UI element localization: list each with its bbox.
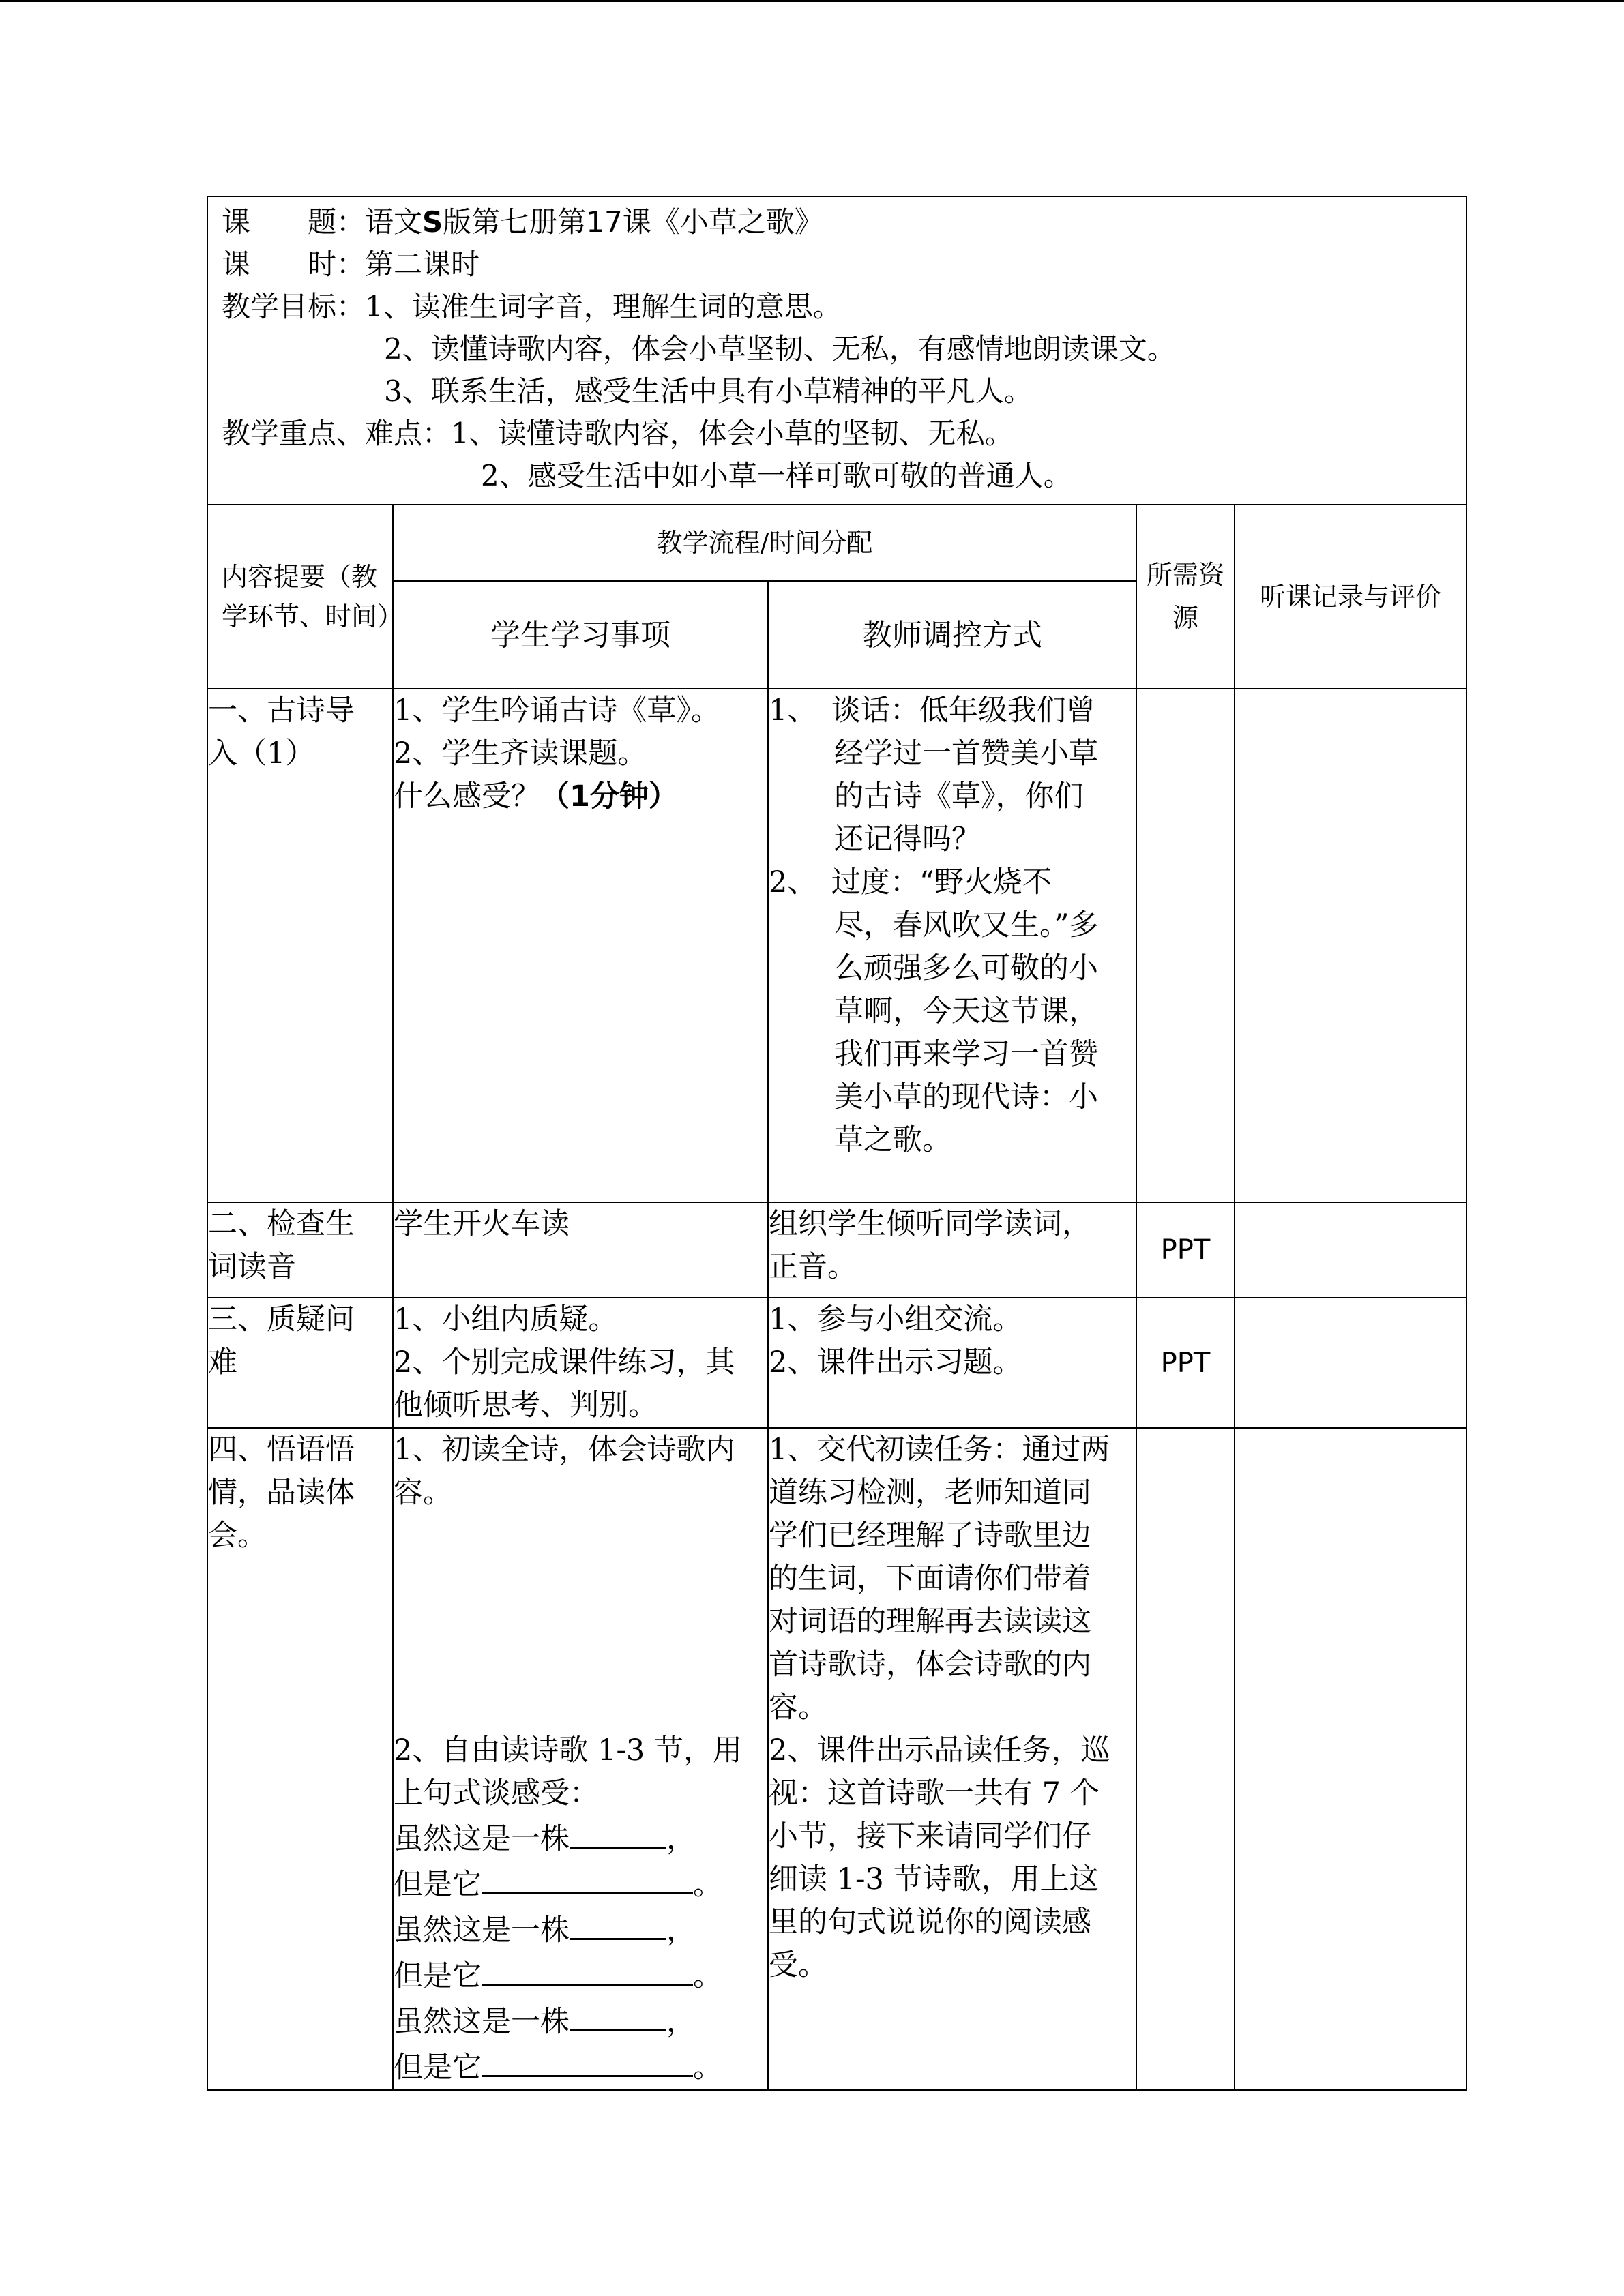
topic-line: [222, 201, 1452, 243]
table-row: [207, 1202, 1466, 1298]
frame-b-punct: 。: [693, 1868, 722, 1902]
answer-blank[interactable]: [482, 1861, 693, 1894]
teacher-cell: [768, 689, 1136, 1202]
col-student-header: [393, 581, 768, 689]
goal-item: 3、联系生活，感受生活中具有小草精神的平凡人。: [384, 374, 1033, 408]
student-item: 1、学生吟诵古诗《草》。: [394, 694, 720, 728]
topic-edition: 版第七册第: [443, 205, 587, 239]
answer-blank[interactable]: [482, 2044, 693, 2077]
teacher-item: 组织学生倾听同学读词，正音。: [769, 1207, 1091, 1284]
sentence-frame-a: [394, 1907, 758, 1952]
frame-a-punct: ，: [666, 1822, 696, 1856]
student-item: 2、个别完成课件练习，其他倾听思考、判别。: [394, 1345, 735, 1422]
answer-blank[interactable]: [570, 1907, 666, 1940]
col-resources-label: 所需资源: [1147, 560, 1225, 633]
section-label: 三、质疑问难: [208, 1302, 355, 1380]
frame-a-punct: ，: [666, 2005, 696, 2039]
teacher-item: 1、交代初读任务：通过两道练习检测，老师知道同学们已经理解了诗歌里边的生词，下面请你们带着对词语的理解再去读读这首诗歌诗，体会诗歌的内容。: [769, 1433, 1110, 1725]
resource-cell: [1136, 689, 1235, 1202]
focus-line-1: [222, 413, 1452, 455]
header-cell: [207, 196, 1466, 505]
teacher-cell: [768, 1202, 1136, 1298]
teacher-item: 2、课件出示习题。: [769, 1345, 1022, 1380]
table-row: [207, 1298, 1466, 1428]
frame-a-text: 虽然这是一株: [394, 1822, 570, 1856]
col-content-label: 内容提要（教学环节、时间）: [222, 562, 404, 631]
section-cell: [207, 1202, 393, 1298]
student-item: [394, 775, 740, 818]
period-value: 第二课时: [365, 248, 480, 281]
student-item: 1、初读全诗，体会诗歌内容。: [394, 1433, 735, 1510]
teacher-item: 2、 过度：“野火烧不尽，春风吹又生。”多么顽强多么可敬的小草啊，今天这节课，我们再来学习一首赞美小草的现代诗：小草之歌。: [769, 865, 1099, 1157]
col-notes-header: [1235, 505, 1466, 689]
notes-cell: [1235, 1428, 1466, 2090]
frame-b-text: 但是它: [394, 2051, 482, 2085]
section-cell: [207, 689, 393, 1202]
frame-b-punct: 。: [693, 2051, 722, 2085]
table-row: [207, 689, 1466, 1202]
topic-title: 课《小草之歌》: [622, 205, 823, 239]
student-item: 2、自由读诗歌 1-3 节，用上句式谈感受：: [394, 1733, 742, 1810]
goal-item: 1、读准生词字音，理解生词的意思。: [365, 290, 842, 323]
sentence-frame-a: [394, 1998, 758, 2044]
frame-a-punct: ，: [666, 1913, 696, 1948]
resource-cell: [1136, 1428, 1235, 2090]
table-row: [207, 1428, 1466, 2090]
page-top-rule: [0, 0, 1624, 2]
spacer: [394, 1515, 758, 1729]
col-teacher-header: [768, 581, 1136, 689]
col-teacher-label: 教师调控方式: [862, 617, 1042, 653]
topic-lesson-number: 17: [586, 205, 623, 239]
column-header-row-1: [207, 505, 1466, 581]
teacher-item: 2、课件出示品读任务，巡视：这首诗歌一共有 7 个小节，接下来请同学们仔细读 1-3 节诗歌，用上这里的句式说说你的阅读感受。: [769, 1733, 1110, 1982]
goal-line-3: [222, 370, 1452, 413]
frame-b-text: 但是它: [394, 1868, 482, 1902]
goal-line-1: [222, 286, 1452, 328]
goal-line-2: [222, 328, 1452, 370]
frame-b-text: 但是它: [394, 1959, 482, 1993]
notes-cell: [1235, 1298, 1466, 1428]
topic-s-letter: S: [422, 205, 443, 239]
student-cell: [393, 1298, 768, 1428]
section-label: 四、悟语悟情，品读体会。: [208, 1433, 355, 1553]
notes-cell: [1235, 689, 1466, 1202]
frame-b-punct: 。: [693, 1959, 722, 1993]
student-question: 什么感受？: [394, 779, 540, 814]
goal-item: 2、读懂诗歌内容，体会小草坚韧、无私，有感情地朗读课文。: [384, 332, 1176, 366]
student-item: 学生开火车读: [394, 1207, 570, 1241]
lesson-plan-table: [207, 196, 1467, 2091]
resource-cell: PPT: [1136, 1202, 1235, 1298]
period-line: [222, 243, 1452, 286]
teacher-item: 1、参与小组交流。: [769, 1302, 1022, 1337]
header-row: [207, 196, 1466, 505]
lesson-plan-document: [207, 196, 1466, 2091]
focus-item: 1、读懂诗歌内容，体会小草的坚韧、无私。: [451, 417, 1014, 450]
section-label: 二、检查生词读音: [208, 1207, 355, 1284]
teacher-cell: [768, 1298, 1136, 1428]
answer-blank[interactable]: [482, 1952, 693, 1986]
col-student-label: 学生学习事项: [490, 617, 670, 653]
resource-cell: PPT: [1136, 1298, 1235, 1428]
student-cell: [393, 1428, 768, 2090]
focus-line-2: [222, 455, 1452, 497]
col-notes-label: 听课记录与评价: [1260, 581, 1442, 612]
sentence-frame-b: [394, 1952, 758, 1998]
answer-blank[interactable]: [570, 1815, 666, 1849]
notes-cell: [1235, 1202, 1466, 1298]
student-cell: [393, 1202, 768, 1298]
section-cell: [207, 1428, 393, 2090]
teacher-item: 1、 谈话：低年级我们曾经学过一首赞美小草的古诗《草》，你们还记得吗？: [769, 694, 1098, 856]
sentence-frame-a: [394, 1815, 758, 1861]
col-resources-header: [1136, 505, 1235, 689]
sentence-frame-b: [394, 2044, 758, 2089]
focus-item: 2、感受生活中如小草一样可歌可敬的普通人。: [481, 459, 1072, 492]
student-cell: [393, 689, 768, 1202]
answer-blank[interactable]: [570, 1998, 666, 2031]
period-label: 课 时：: [222, 248, 366, 281]
section-label: 一、古诗导入（1）: [208, 694, 355, 771]
frame-a-text: 虽然这是一株: [394, 2005, 570, 2039]
focus-label: 教学重点、难点：: [222, 417, 452, 450]
col-process-header: [393, 505, 1136, 581]
col-process-label: 教学流程/时间分配: [656, 527, 873, 558]
frame-a-text: 虽然这是一株: [394, 1913, 570, 1948]
col-content-header: [207, 505, 404, 689]
topic-label: 课 题：: [222, 205, 366, 239]
student-item: 1、小组内质疑。: [394, 1302, 618, 1337]
sentence-frame-b: [394, 1861, 758, 1907]
teacher-cell: [768, 1428, 1136, 2090]
student-item: 2、学生齐读课题。: [394, 736, 647, 771]
topic-prefix: 语文: [365, 205, 423, 239]
goals-label: 教学目标：: [222, 290, 366, 323]
section-cell: [207, 1298, 393, 1428]
time-allocation: （1分钟）: [540, 779, 678, 814]
